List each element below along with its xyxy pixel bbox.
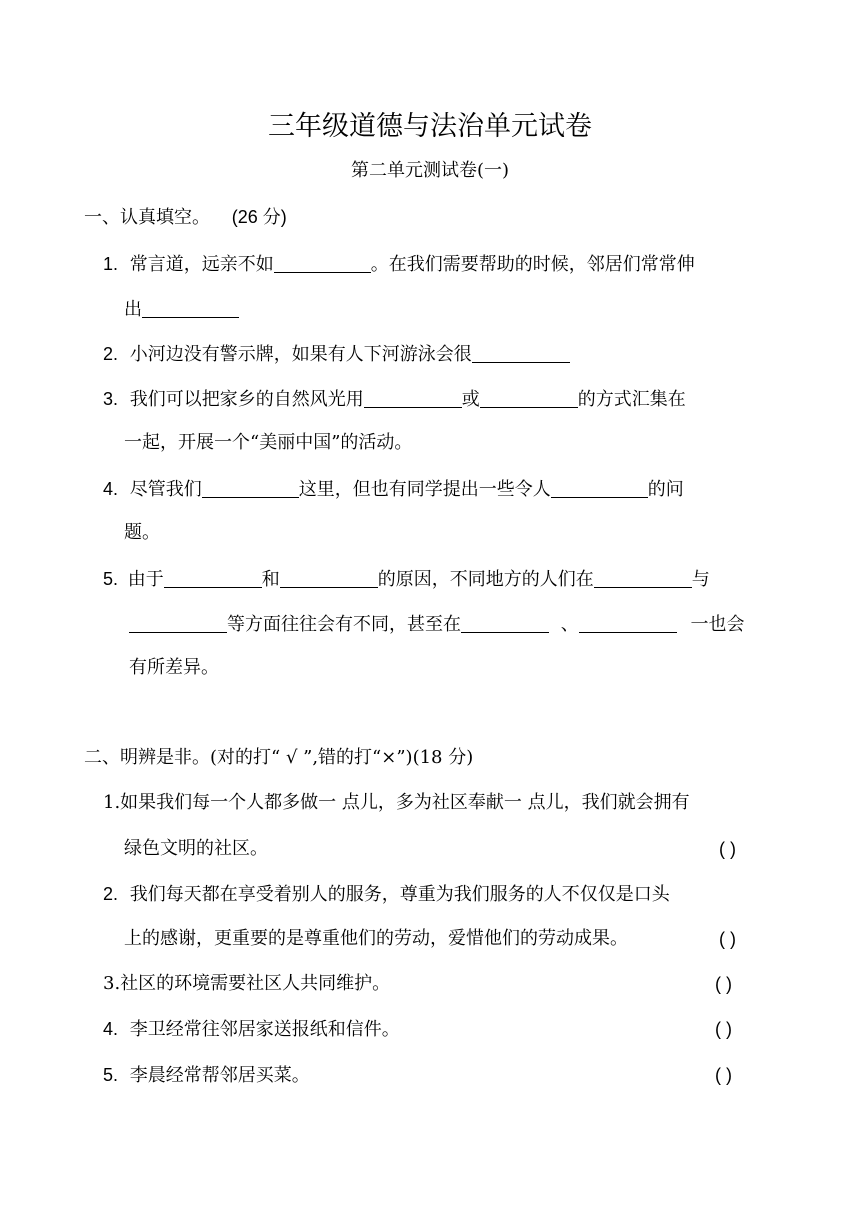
s1-q3-text-b: 或 (461, 389, 480, 410)
s1-q1-text-c: 出 (124, 299, 142, 320)
s1-q4-text-b: 这里，但也有同学提出一些令人 (298, 479, 551, 500)
s2-question-1-cont: 绿色文明的社区。 (124, 838, 268, 859)
answer-blank[interactable] (461, 614, 549, 633)
s1-question-1-cont (124, 299, 239, 319)
s1-question-4 (103, 479, 684, 499)
answer-paren[interactable]: ( ) (715, 974, 732, 994)
answer-blank[interactable] (579, 614, 677, 633)
answer-paren[interactable]: ( ) (719, 929, 736, 949)
s1-q2-text-a: 小河边没有警示牌，如果有人下河游泳会很 (129, 344, 472, 365)
section1-score: (26 分) (231, 207, 287, 227)
s1-q3-number: 3. (103, 389, 119, 409)
s1-question-5 (103, 569, 710, 589)
s1-q5-text-a: 由于 (127, 569, 164, 590)
answer-blank[interactable] (594, 569, 692, 588)
answer-blank[interactable] (142, 299, 239, 318)
answer-blank[interactable] (480, 389, 578, 408)
s1-q5-text-c: 的原因，不同地方的人们在 (377, 569, 594, 590)
section1-heading-text: 一、认真填空。 (84, 207, 210, 228)
s2-q2-number: 2. (103, 884, 119, 904)
s2-q4-text-a: 李卫经常往邻居家送报纸和信件。 (129, 1019, 400, 1040)
answer-blank[interactable] (274, 254, 371, 273)
s2-question-2 (103, 885, 670, 904)
s1-question-3 (103, 389, 686, 409)
s1-q4-text-c: 的问 (647, 479, 684, 500)
s2-q5-number: 5. (103, 1065, 119, 1085)
answer-blank[interactable] (164, 569, 262, 588)
section2-heading: 二、明辨是非。(对的打“ √ ”,错的打“×”)(18 分) (84, 747, 474, 768)
s1-q1-number: 1. (103, 254, 119, 274)
s2-question-3: 3.社区的环境需要社区人共同维护。 (103, 973, 391, 994)
answer-blank[interactable] (202, 479, 299, 498)
s2-q4-number: 4. (103, 1019, 119, 1039)
s2-question-1: 1.如果我们每一个人都多做一 点儿，多为社区奉献一 点儿，我们就会拥有 (103, 792, 690, 813)
s1-q3-text-a: 我们可以把家乡的自然风光用 (129, 389, 364, 410)
page-title: 三年级道德与法治单元试卷 (268, 111, 592, 142)
answer-blank[interactable] (280, 569, 378, 588)
s1-question-5-cont2: 有所差异。 (129, 657, 219, 678)
s1-q5-text-e: 等方面往往会有不同，甚至在 (227, 614, 461, 635)
answer-blank[interactable] (364, 389, 462, 408)
answer-paren[interactable]: ( ) (719, 839, 736, 859)
s1-q3-text-c: 的方式汇集在 (577, 389, 686, 410)
answer-blank[interactable] (129, 614, 227, 633)
s2-q5-text-a: 李晨经常帮邻居买菜。 (129, 1065, 310, 1086)
answer-paren[interactable]: ( ) (715, 1065, 732, 1085)
s1-question-1 (103, 254, 695, 274)
s1-question-2 (103, 344, 570, 364)
s1-question-4-cont: 题。 (124, 522, 160, 543)
s1-q1-text-b: 。在我们需要帮助的时候，邻居们常常伸 (370, 254, 695, 275)
s1-q5-text-f: 、 (560, 614, 579, 635)
s1-q2-number: 2. (103, 344, 119, 364)
s1-q5-text-b: 和 (261, 569, 280, 590)
s2-question-2-cont: 上的感谢，更重要的是尊重他们的劳动，爱惜他们的劳动成果。 (124, 928, 628, 949)
answer-paren[interactable]: ( ) (715, 1019, 732, 1039)
s1-q4-text-a: 尽管我们 (129, 479, 202, 500)
s1-question-5-cont (129, 614, 744, 634)
s1-q5-text-g: 一也会 (690, 614, 745, 635)
section1-heading (84, 208, 287, 227)
s2-question-5 (103, 1066, 310, 1085)
answer-blank[interactable] (551, 479, 648, 498)
s1-question-3-cont: 一起，开展一个“美丽中国”的活动。 (124, 432, 413, 453)
page-subtitle: 第二单元测试卷(一) (350, 160, 510, 181)
answer-blank[interactable] (472, 344, 570, 363)
s1-q4-number: 4. (103, 479, 119, 499)
s1-q5-text-d: 与 (691, 569, 710, 590)
s2-q2-text-a: 我们每天都在享受着别人的服务，尊重为我们服务的人不仅仅是口头 (129, 884, 670, 905)
s2-question-4 (103, 1020, 400, 1039)
s1-q5-number: 5. (103, 569, 119, 589)
s1-q1-text-a: 常言道，远亲不如 (129, 254, 274, 275)
